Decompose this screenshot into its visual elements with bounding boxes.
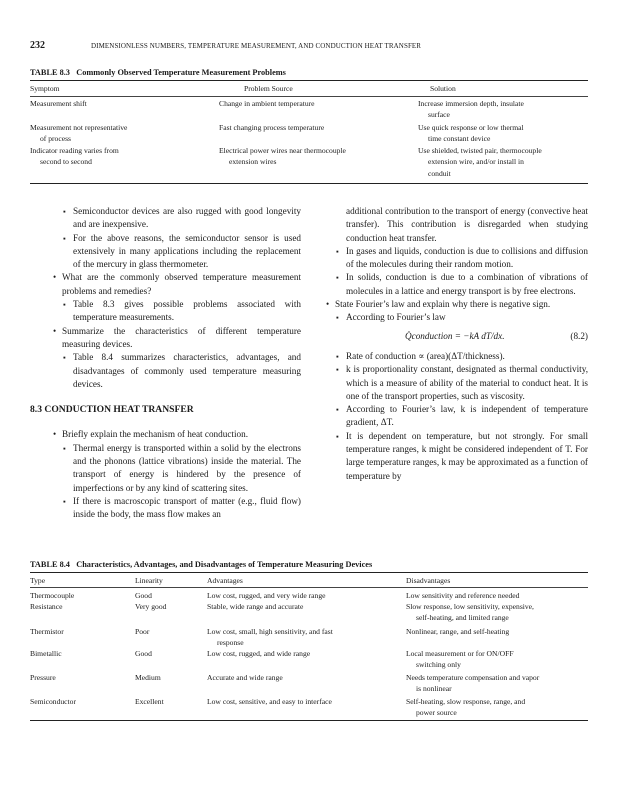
table-row: Thermistor bbox=[30, 627, 64, 636]
table-8-4-header-disadvantages: Disadvantages bbox=[406, 576, 451, 585]
table-row: Good bbox=[135, 649, 152, 658]
table-row: Increase immersion depth, insulate surface bbox=[418, 99, 524, 120]
list-item: • Briefly explain the mechanism of heat conduction. bbox=[52, 428, 301, 441]
table-row: Low cost, rugged, and wide range bbox=[207, 649, 311, 658]
table-row: Indicator reading varies from second to second bbox=[30, 146, 119, 167]
table-row: Electrical power wires near thermocouple extension wires bbox=[219, 146, 346, 167]
equation-8-2 bbox=[325, 330, 588, 343]
list-item: ▪ It is dependent on temperature, but not strongly. For small temperature ranges, k might be considered independent of T. For large temperature ranges, k may be approximated as a function of temperature by bbox=[325, 430, 588, 483]
table-8-4-label: TABLE 8.4 bbox=[30, 560, 70, 569]
table-row: Fast changing process temperature bbox=[219, 123, 325, 132]
page-number: 232 bbox=[30, 40, 45, 51]
table-row: Bimetallic bbox=[30, 649, 62, 658]
right-column bbox=[325, 205, 588, 483]
table-8-4-bottom-rule bbox=[30, 720, 588, 721]
table-row: Pressure bbox=[30, 673, 56, 682]
table-row: Low cost, small, high sensitivity, and fast response bbox=[207, 627, 333, 648]
table-8-3-header-rule bbox=[30, 96, 588, 97]
list-item: • State Fourier’s law and explain why there is negative sign. bbox=[325, 298, 588, 311]
table-8-4-caption bbox=[30, 560, 372, 569]
left-column bbox=[30, 205, 301, 522]
table-8-4-header-linearity: Linearity bbox=[135, 576, 163, 585]
table-row: Measurement shift bbox=[30, 99, 87, 108]
list-item: ▪ k is proportionality constant, designated as thermal conductivity, which is a measure of ability of the material to conduct heat. It is one of the transport properties, such as viscosity. bbox=[325, 363, 588, 403]
table-8-3-title: Commonly Observed Temperature Measurement Problems bbox=[76, 68, 286, 77]
table-8-3-header-source: Problem Source bbox=[244, 84, 293, 93]
table-row: Semiconductor bbox=[30, 697, 76, 706]
table-row: Use shielded, twisted pair, thermocouple extension wire, and/or install in conduit bbox=[418, 146, 542, 178]
list-item: ▪ According to Fourier’s law, k is independent of temperature gradient, ΔT. bbox=[325, 403, 588, 430]
table-8-3-header-solution: Solution bbox=[430, 84, 456, 93]
table-row: Change in ambient temperature bbox=[219, 99, 315, 108]
paragraph: additional contribution to the transport of energy (convective heat transfer). This contribution is disregarded when studying conduction heat transfer. bbox=[346, 206, 588, 243]
list-item: ▪ Table 8.4 summarizes characteristics, advantages, and disadvantages of commonly used temperature measuring devices. bbox=[52, 351, 301, 391]
table-row: Medium bbox=[135, 673, 161, 682]
table-8-4-header-rule bbox=[30, 587, 588, 588]
table-8-4-header-advantages: Advantages bbox=[207, 576, 243, 585]
table-row: Measurement not representative of process bbox=[30, 123, 128, 144]
table-row: Needs temperature compensation and vapor is nonlinear bbox=[406, 673, 540, 694]
list-item: • What are the commonly observed temperature measurement problems and remedies? bbox=[52, 271, 301, 298]
table-row: Very good bbox=[135, 602, 167, 611]
section-heading: 8.3 CONDUCTION HEAT TRANSFER bbox=[30, 404, 194, 416]
list-item: ▪ Semiconductor devices are also rugged with good longevity and are inexpensive. bbox=[52, 205, 301, 232]
table-row: Poor bbox=[135, 627, 150, 636]
table-row: Low cost, sensitive, and easy to interface bbox=[207, 697, 332, 706]
list-item: ▪ Thermal energy is transported within a solid by the electrons and the phonons (lattice vibrations) inside the material. The transport of energy is hindered by the presence of imperfections or by any kind of scattering sites. bbox=[52, 442, 301, 495]
table-row: Excellent bbox=[135, 697, 164, 706]
table-row: Low sensitivity and reference needed bbox=[406, 591, 520, 600]
table-row: Local measurement or for ON/OFF switching only bbox=[406, 649, 514, 670]
list-item: ▪ According to Fourier’s law bbox=[325, 311, 588, 324]
table-8-3-caption bbox=[30, 68, 286, 77]
table-8-4-header-type: Type bbox=[30, 576, 46, 585]
table-row: Good bbox=[135, 591, 152, 600]
list-item: ▪ Table 8.3 gives possible problems associated with temperature measurements. bbox=[52, 298, 301, 325]
list-item: ▪ Rate of conduction ∝ (area)(ΔT/thickness). bbox=[325, 350, 588, 363]
running-title: DIMENSIONLESS NUMBERS, TEMPERATURE MEASUREMENT, AND CONDUCTION HEAT TRANSFER bbox=[91, 42, 422, 50]
table-row: Stable, wide range and accurate bbox=[207, 602, 304, 611]
table-8-4-title: Characteristics, Advantages, and Disadvantages of Temperature Measuring Devices bbox=[76, 560, 373, 569]
table-row: Slow response, low sensitivity, expensive, self-heating, and limited range bbox=[406, 602, 534, 623]
equation-body: Q̇conduction = −kA dT/dx. bbox=[405, 330, 505, 341]
table-row: Self-heating, slow response, range, and power source bbox=[406, 697, 526, 718]
list-item: ▪ In solids, conduction is due to a combination of vibrations of molecules in a lattice and energy transport is by free electrons. bbox=[325, 271, 588, 298]
table-8-3-bottom-rule bbox=[30, 183, 588, 184]
table-row: Thermocouple bbox=[30, 591, 75, 600]
list-item: ▪ In gases and liquids, conduction is due to collisions and diffusion of the molecules during their random motion. bbox=[325, 245, 588, 272]
table-8-3-header-symptom: Symptom bbox=[30, 84, 60, 93]
table-8-4-top-rule bbox=[30, 572, 588, 573]
list-item: ▪ If there is macroscopic transport of matter (e.g., fluid flow) inside the body, the mass flow makes an bbox=[52, 495, 301, 522]
list-item: ▪ For the above reasons, the semiconductor sensor is used extensively in many applications including the replacement of the mercury in glass thermometer. bbox=[52, 232, 301, 272]
table-row: Use quick response or low thermal time constant device bbox=[418, 123, 524, 144]
table-row: Low cost, rugged, and very wide range bbox=[207, 591, 326, 600]
table-8-3-top-rule bbox=[30, 80, 588, 81]
list-item: • Summarize the characteristics of different temperature measuring devices. bbox=[52, 325, 301, 352]
table-row: Resistance bbox=[30, 602, 63, 611]
table-row: Nonlinear, range, and self-heating bbox=[406, 627, 510, 636]
table-row: Accurate and wide range bbox=[207, 673, 283, 682]
equation-number: (8.2) bbox=[570, 330, 588, 341]
table-8-3-label: TABLE 8.3 bbox=[30, 68, 70, 77]
